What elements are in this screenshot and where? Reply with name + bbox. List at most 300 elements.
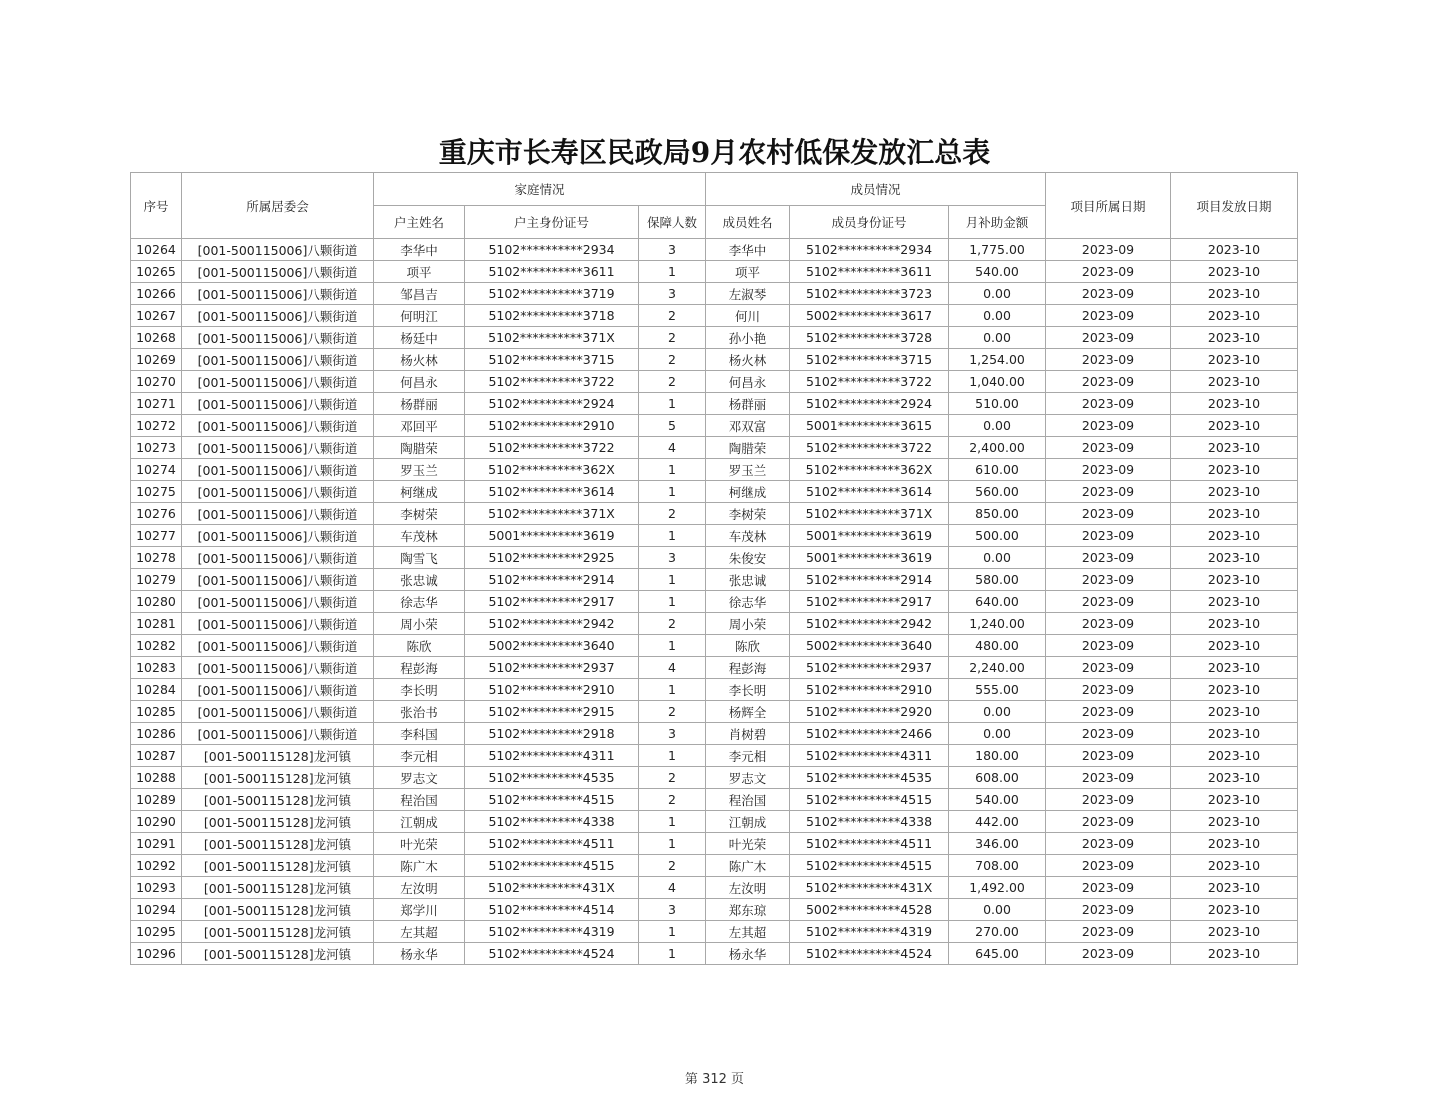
- table-body: [131, 239, 1298, 965]
- cell-member-name: 李元相: [706, 745, 790, 767]
- table-header: [131, 173, 1298, 239]
- cell-head-name: 李长明: [374, 679, 465, 701]
- cell-member-name: 左其超: [706, 921, 790, 943]
- cell-insured-count: 1: [639, 943, 706, 965]
- cell-period: 2023-09: [1046, 525, 1171, 547]
- cell-insured-count: 2: [639, 767, 706, 789]
- cell-member-id: 5002**********3617: [790, 305, 949, 327]
- cell-head-name: 罗玉兰: [374, 459, 465, 481]
- cell-member-id: 5102**********2942: [790, 613, 949, 635]
- cell-insured-count: 3: [639, 283, 706, 305]
- cell-issue-date: 2023-10: [1171, 855, 1298, 877]
- cell-period: 2023-09: [1046, 547, 1171, 569]
- cell-seq: 10285: [131, 701, 182, 723]
- cell-member-id: 5102**********2924: [790, 393, 949, 415]
- page-suffix: 页: [731, 1072, 745, 1087]
- cell-member-id: 5102**********2934: [790, 239, 949, 261]
- cell-member-name: 陈欣: [706, 635, 790, 657]
- cell-head-name: 程治国: [374, 789, 465, 811]
- cell-period: 2023-09: [1046, 459, 1171, 481]
- cell-member-id: 5102**********362X: [790, 459, 949, 481]
- cell-period: 2023-09: [1046, 723, 1171, 745]
- header-head-id: 户主身份证号: [465, 206, 639, 239]
- cell-member-name: 何川: [706, 305, 790, 327]
- cell-committee: [001-500115006]八颗街道: [182, 635, 374, 657]
- cell-amount: 560.00: [949, 481, 1046, 503]
- table-row: [131, 239, 1298, 261]
- cell-issue-date: 2023-10: [1171, 371, 1298, 393]
- cell-issue-date: 2023-10: [1171, 635, 1298, 657]
- cell-committee: [001-500115128]龙河镇: [182, 833, 374, 855]
- table-row: [131, 569, 1298, 591]
- page-number: 312: [702, 1072, 727, 1087]
- cell-member-name: 李长明: [706, 679, 790, 701]
- cell-issue-date: 2023-10: [1171, 261, 1298, 283]
- cell-member-name: 陶腊荣: [706, 437, 790, 459]
- cell-head-name: 张忠诚: [374, 569, 465, 591]
- cell-issue-date: 2023-10: [1171, 591, 1298, 613]
- cell-member-id: 5102**********4311: [790, 745, 949, 767]
- cell-member-id: 5102**********2920: [790, 701, 949, 723]
- document-title: 重庆市长寿区民政局9月农村低保发放汇总表: [438, 136, 991, 169]
- cell-head-id: 5102**********2934: [465, 239, 639, 261]
- cell-period: 2023-09: [1046, 613, 1171, 635]
- cell-amount: 640.00: [949, 591, 1046, 613]
- cell-insured-count: 1: [639, 481, 706, 503]
- cell-committee: [001-500115006]八颗街道: [182, 349, 374, 371]
- cell-amount: 0.00: [949, 305, 1046, 327]
- cell-insured-count: 1: [639, 679, 706, 701]
- cell-amount: 0.00: [949, 701, 1046, 723]
- cell-insured-count: 1: [639, 393, 706, 415]
- cell-head-id: 5102**********2917: [465, 591, 639, 613]
- cell-committee: [001-500115006]八颗街道: [182, 701, 374, 723]
- cell-amount: 510.00: [949, 393, 1046, 415]
- cell-period: 2023-09: [1046, 767, 1171, 789]
- cell-seq: 10283: [131, 657, 182, 679]
- cell-issue-date: 2023-10: [1171, 877, 1298, 899]
- cell-insured-count: 2: [639, 613, 706, 635]
- cell-amount: 180.00: [949, 745, 1046, 767]
- cell-member-id: 5102**********3722: [790, 371, 949, 393]
- cell-insured-count: 5: [639, 415, 706, 437]
- table-row: [131, 789, 1298, 811]
- table-row: [131, 459, 1298, 481]
- cell-member-id: 5102**********4511: [790, 833, 949, 855]
- cell-member-name: 朱俊安: [706, 547, 790, 569]
- cell-amount: 0.00: [949, 723, 1046, 745]
- cell-issue-date: 2023-10: [1171, 833, 1298, 855]
- cell-period: 2023-09: [1046, 855, 1171, 877]
- cell-member-name: 江朝成: [706, 811, 790, 833]
- table-row: [131, 877, 1298, 899]
- cell-amount: 540.00: [949, 789, 1046, 811]
- cell-seq: 10278: [131, 547, 182, 569]
- cell-issue-date: 2023-10: [1171, 437, 1298, 459]
- cell-seq: 10294: [131, 899, 182, 921]
- table-row: [131, 371, 1298, 393]
- cell-member-name: 孙小艳: [706, 327, 790, 349]
- cell-insured-count: 1: [639, 459, 706, 481]
- cell-seq: 10269: [131, 349, 182, 371]
- cell-issue-date: 2023-10: [1171, 569, 1298, 591]
- cell-seq: 10282: [131, 635, 182, 657]
- cell-member-id: 5001**********3619: [790, 547, 949, 569]
- cell-period: 2023-09: [1046, 811, 1171, 833]
- cell-member-id: 5102**********4524: [790, 943, 949, 965]
- table-row: [131, 767, 1298, 789]
- cell-head-name: 陶雪飞: [374, 547, 465, 569]
- table-row: [131, 547, 1298, 569]
- cell-head-name: 程彭海: [374, 657, 465, 679]
- cell-amount: 645.00: [949, 943, 1046, 965]
- cell-committee: [001-500115006]八颗街道: [182, 569, 374, 591]
- cell-period: 2023-09: [1046, 943, 1171, 965]
- cell-committee: [001-500115006]八颗街道: [182, 459, 374, 481]
- cell-committee: [001-500115006]八颗街道: [182, 371, 374, 393]
- cell-insured-count: 1: [639, 525, 706, 547]
- table-row: [131, 261, 1298, 283]
- cell-head-name: 杨永华: [374, 943, 465, 965]
- cell-issue-date: 2023-10: [1171, 789, 1298, 811]
- cell-period: 2023-09: [1046, 371, 1171, 393]
- cell-head-name: 项平: [374, 261, 465, 283]
- cell-committee: [001-500115006]八颗街道: [182, 481, 374, 503]
- cell-head-name: 李树荣: [374, 503, 465, 525]
- cell-seq: 10266: [131, 283, 182, 305]
- cell-seq: 10293: [131, 877, 182, 899]
- cell-head-name: 何明江: [374, 305, 465, 327]
- table-row: [131, 503, 1298, 525]
- cell-member-id: 5002**********4528: [790, 899, 949, 921]
- cell-issue-date: 2023-10: [1171, 547, 1298, 569]
- cell-head-id: 5102**********4514: [465, 899, 639, 921]
- cell-head-id: 5102**********371X: [465, 503, 639, 525]
- cell-amount: 0.00: [949, 415, 1046, 437]
- cell-head-id: 5102**********2925: [465, 547, 639, 569]
- cell-head-id: 5102**********4515: [465, 855, 639, 877]
- cell-amount: 270.00: [949, 921, 1046, 943]
- cell-member-name: 邓双富: [706, 415, 790, 437]
- cell-period: 2023-09: [1046, 481, 1171, 503]
- cell-seq: 10264: [131, 239, 182, 261]
- cell-member-name: 郑东琼: [706, 899, 790, 921]
- cell-member-id: 5102**********3611: [790, 261, 949, 283]
- cell-member-id: 5102**********2914: [790, 569, 949, 591]
- cell-period: 2023-09: [1046, 679, 1171, 701]
- cell-insured-count: 2: [639, 855, 706, 877]
- cell-insured-count: 2: [639, 305, 706, 327]
- cell-member-id: 5102**********4515: [790, 789, 949, 811]
- cell-amount: 2,400.00: [949, 437, 1046, 459]
- cell-insured-count: 3: [639, 899, 706, 921]
- cell-insured-count: 1: [639, 635, 706, 657]
- header-family-group: 家庭情况: [374, 173, 706, 206]
- cell-member-id: 5102**********3715: [790, 349, 949, 371]
- cell-committee: [001-500115006]八颗街道: [182, 261, 374, 283]
- header-insured-count: 保障人数: [639, 206, 706, 239]
- cell-head-name: 陈广木: [374, 855, 465, 877]
- cell-committee: [001-500115128]龙河镇: [182, 899, 374, 921]
- table-row: [131, 657, 1298, 679]
- cell-issue-date: 2023-10: [1171, 657, 1298, 679]
- cell-member-id: 5102**********2937: [790, 657, 949, 679]
- cell-member-id: 5102**********3614: [790, 481, 949, 503]
- cell-amount: 1,492.00: [949, 877, 1046, 899]
- cell-amount: 346.00: [949, 833, 1046, 855]
- table-row: [131, 679, 1298, 701]
- cell-committee: [001-500115006]八颗街道: [182, 305, 374, 327]
- cell-period: 2023-09: [1046, 635, 1171, 657]
- cell-period: 2023-09: [1046, 899, 1171, 921]
- cell-period: 2023-09: [1046, 393, 1171, 415]
- cell-issue-date: 2023-10: [1171, 327, 1298, 349]
- cell-issue-date: 2023-10: [1171, 459, 1298, 481]
- cell-seq: 10272: [131, 415, 182, 437]
- cell-member-id: 5102**********3722: [790, 437, 949, 459]
- cell-member-name: 柯继成: [706, 481, 790, 503]
- cell-member-id: 5102**********4338: [790, 811, 949, 833]
- cell-member-name: 张忠诚: [706, 569, 790, 591]
- cell-issue-date: 2023-10: [1171, 943, 1298, 965]
- cell-insured-count: 4: [639, 437, 706, 459]
- cell-amount: 608.00: [949, 767, 1046, 789]
- cell-amount: 500.00: [949, 525, 1046, 547]
- cell-issue-date: 2023-10: [1171, 503, 1298, 525]
- cell-member-name: 罗志文: [706, 767, 790, 789]
- cell-insured-count: 3: [639, 547, 706, 569]
- header-period: 项目所属日期: [1046, 173, 1171, 239]
- cell-head-name: 何昌永: [374, 371, 465, 393]
- cell-member-name: 李树荣: [706, 503, 790, 525]
- cell-period: 2023-09: [1046, 415, 1171, 437]
- cell-amount: 442.00: [949, 811, 1046, 833]
- cell-amount: 0.00: [949, 547, 1046, 569]
- table-row: [131, 899, 1298, 921]
- cell-head-id: 5102**********2915: [465, 701, 639, 723]
- cell-insured-count: 2: [639, 349, 706, 371]
- cell-committee: [001-500115128]龙河镇: [182, 767, 374, 789]
- cell-head-name: 徐志华: [374, 591, 465, 613]
- cell-head-name: 陶腊荣: [374, 437, 465, 459]
- cell-insured-count: 2: [639, 701, 706, 723]
- cell-amount: 708.00: [949, 855, 1046, 877]
- cell-head-id: 5102**********4338: [465, 811, 639, 833]
- cell-amount: 1,040.00: [949, 371, 1046, 393]
- table-row: [131, 481, 1298, 503]
- table-row: [131, 525, 1298, 547]
- cell-head-id: 5102**********3722: [465, 371, 639, 393]
- cell-head-id: 5102**********3719: [465, 283, 639, 305]
- cell-member-name: 周小荣: [706, 613, 790, 635]
- cell-committee: [001-500115006]八颗街道: [182, 613, 374, 635]
- cell-head-id: 5102**********2937: [465, 657, 639, 679]
- cell-amount: 0.00: [949, 327, 1046, 349]
- cell-head-name: 左汝明: [374, 877, 465, 899]
- cell-head-id: 5102**********3611: [465, 261, 639, 283]
- cell-seq: 10286: [131, 723, 182, 745]
- cell-insured-count: 2: [639, 327, 706, 349]
- cell-head-id: 5102**********2924: [465, 393, 639, 415]
- cell-head-id: 5102**********2914: [465, 569, 639, 591]
- cell-head-name: 李华中: [374, 239, 465, 261]
- cell-issue-date: 2023-10: [1171, 701, 1298, 723]
- table-row: [131, 393, 1298, 415]
- cell-head-id: 5102**********362X: [465, 459, 639, 481]
- table-row: [131, 811, 1298, 833]
- cell-amount: 850.00: [949, 503, 1046, 525]
- cell-seq: 10267: [131, 305, 182, 327]
- cell-member-id: 5001**********3619: [790, 525, 949, 547]
- cell-head-id: 5102**********3614: [465, 481, 639, 503]
- cell-insured-count: 1: [639, 569, 706, 591]
- table-row: [131, 745, 1298, 767]
- cell-member-id: 5102**********2910: [790, 679, 949, 701]
- cell-issue-date: 2023-10: [1171, 921, 1298, 943]
- cell-committee: [001-500115006]八颗街道: [182, 393, 374, 415]
- cell-period: 2023-09: [1046, 305, 1171, 327]
- cell-seq: 10289: [131, 789, 182, 811]
- cell-amount: 540.00: [949, 261, 1046, 283]
- cell-insured-count: 1: [639, 261, 706, 283]
- cell-period: 2023-09: [1046, 833, 1171, 855]
- cell-committee: [001-500115006]八颗街道: [182, 657, 374, 679]
- cell-head-id: 5102**********4535: [465, 767, 639, 789]
- cell-member-id: 5102**********431X: [790, 877, 949, 899]
- table-row: [131, 437, 1298, 459]
- cell-issue-date: 2023-10: [1171, 679, 1298, 701]
- cell-head-name: 张治书: [374, 701, 465, 723]
- cell-head-name: 周小荣: [374, 613, 465, 635]
- cell-member-id: 5001**********3615: [790, 415, 949, 437]
- cell-insured-count: 4: [639, 877, 706, 899]
- cell-member-name: 李华中: [706, 239, 790, 261]
- cell-issue-date: 2023-10: [1171, 481, 1298, 503]
- cell-head-name: 邹昌吉: [374, 283, 465, 305]
- cell-period: 2023-09: [1046, 283, 1171, 305]
- table-row: [131, 943, 1298, 965]
- cell-issue-date: 2023-10: [1171, 613, 1298, 635]
- cell-seq: 10276: [131, 503, 182, 525]
- cell-committee: [001-500115006]八颗街道: [182, 327, 374, 349]
- cell-head-name: 李科国: [374, 723, 465, 745]
- cell-period: 2023-09: [1046, 503, 1171, 525]
- cell-member-id: 5002**********3640: [790, 635, 949, 657]
- cell-member-id: 5102**********2917: [790, 591, 949, 613]
- cell-member-name: 肖树碧: [706, 723, 790, 745]
- cell-head-id: 5102**********431X: [465, 877, 639, 899]
- cell-amount: 0.00: [949, 283, 1046, 305]
- table-row: [131, 415, 1298, 437]
- cell-insured-count: 3: [639, 239, 706, 261]
- cell-committee: [001-500115128]龙河镇: [182, 745, 374, 767]
- relief-summary-table: [130, 172, 1298, 965]
- cell-seq: 10281: [131, 613, 182, 635]
- cell-member-name: 罗玉兰: [706, 459, 790, 481]
- cell-seq: 10291: [131, 833, 182, 855]
- cell-seq: 10284: [131, 679, 182, 701]
- cell-seq: 10275: [131, 481, 182, 503]
- cell-seq: 10287: [131, 745, 182, 767]
- cell-member-name: 杨辉全: [706, 701, 790, 723]
- cell-head-name: 郑学川: [374, 899, 465, 921]
- header-member-name: 成员姓名: [706, 206, 790, 239]
- cell-committee: [001-500115128]龙河镇: [182, 921, 374, 943]
- cell-head-id: 5102**********3718: [465, 305, 639, 327]
- cell-amount: 610.00: [949, 459, 1046, 481]
- cell-head-id: 5102**********4319: [465, 921, 639, 943]
- cell-issue-date: 2023-10: [1171, 283, 1298, 305]
- cell-head-id: 5102**********2910: [465, 415, 639, 437]
- table-row: [131, 305, 1298, 327]
- cell-committee: [001-500115128]龙河镇: [182, 811, 374, 833]
- cell-issue-date: 2023-10: [1171, 525, 1298, 547]
- cell-head-id: 5002**********3640: [465, 635, 639, 657]
- cell-head-name: 江朝成: [374, 811, 465, 833]
- cell-head-id: 5102**********3715: [465, 349, 639, 371]
- table-row: [131, 921, 1298, 943]
- cell-head-name: 杨群丽: [374, 393, 465, 415]
- cell-head-id: 5102**********4524: [465, 943, 639, 965]
- cell-head-name: 叶光荣: [374, 833, 465, 855]
- cell-insured-count: 2: [639, 789, 706, 811]
- cell-head-name: 左其超: [374, 921, 465, 943]
- header-issue-date: 项目发放日期: [1171, 173, 1298, 239]
- cell-amount: 555.00: [949, 679, 1046, 701]
- cell-seq: 10288: [131, 767, 182, 789]
- cell-committee: [001-500115006]八颗街道: [182, 239, 374, 261]
- cell-insured-count: 1: [639, 921, 706, 943]
- cell-member-name: 项平: [706, 261, 790, 283]
- cell-committee: [001-500115128]龙河镇: [182, 855, 374, 877]
- cell-committee: [001-500115006]八颗街道: [182, 437, 374, 459]
- cell-issue-date: 2023-10: [1171, 415, 1298, 437]
- cell-committee: [001-500115006]八颗街道: [182, 503, 374, 525]
- cell-committee: [001-500115006]八颗街道: [182, 415, 374, 437]
- cell-member-name: 何昌永: [706, 371, 790, 393]
- cell-seq: 10265: [131, 261, 182, 283]
- cell-head-id: 5102**********3722: [465, 437, 639, 459]
- cell-period: 2023-09: [1046, 701, 1171, 723]
- cell-member-name: 叶光荣: [706, 833, 790, 855]
- cell-period: 2023-09: [1046, 789, 1171, 811]
- cell-committee: [001-500115128]龙河镇: [182, 943, 374, 965]
- cell-head-name: 柯继成: [374, 481, 465, 503]
- cell-insured-count: 4: [639, 657, 706, 679]
- cell-head-name: 杨廷中: [374, 327, 465, 349]
- cell-head-name: 陈欣: [374, 635, 465, 657]
- cell-head-id: 5001**********3619: [465, 525, 639, 547]
- cell-amount: 0.00: [949, 899, 1046, 921]
- cell-insured-count: 1: [639, 745, 706, 767]
- cell-amount: 580.00: [949, 569, 1046, 591]
- cell-member-name: 徐志华: [706, 591, 790, 613]
- cell-committee: [001-500115006]八颗街道: [182, 547, 374, 569]
- cell-member-id: 5102**********4515: [790, 855, 949, 877]
- header-seq: 序号: [131, 173, 182, 239]
- cell-amount: 2,240.00: [949, 657, 1046, 679]
- cell-member-name: 左淑琴: [706, 283, 790, 305]
- cell-insured-count: 1: [639, 591, 706, 613]
- table-row: [131, 833, 1298, 855]
- cell-amount: 480.00: [949, 635, 1046, 657]
- cell-period: 2023-09: [1046, 239, 1171, 261]
- cell-issue-date: 2023-10: [1171, 305, 1298, 327]
- cell-head-id: 5102**********2910: [465, 679, 639, 701]
- table-row: [131, 855, 1298, 877]
- cell-committee: [001-500115006]八颗街道: [182, 723, 374, 745]
- cell-issue-date: 2023-10: [1171, 393, 1298, 415]
